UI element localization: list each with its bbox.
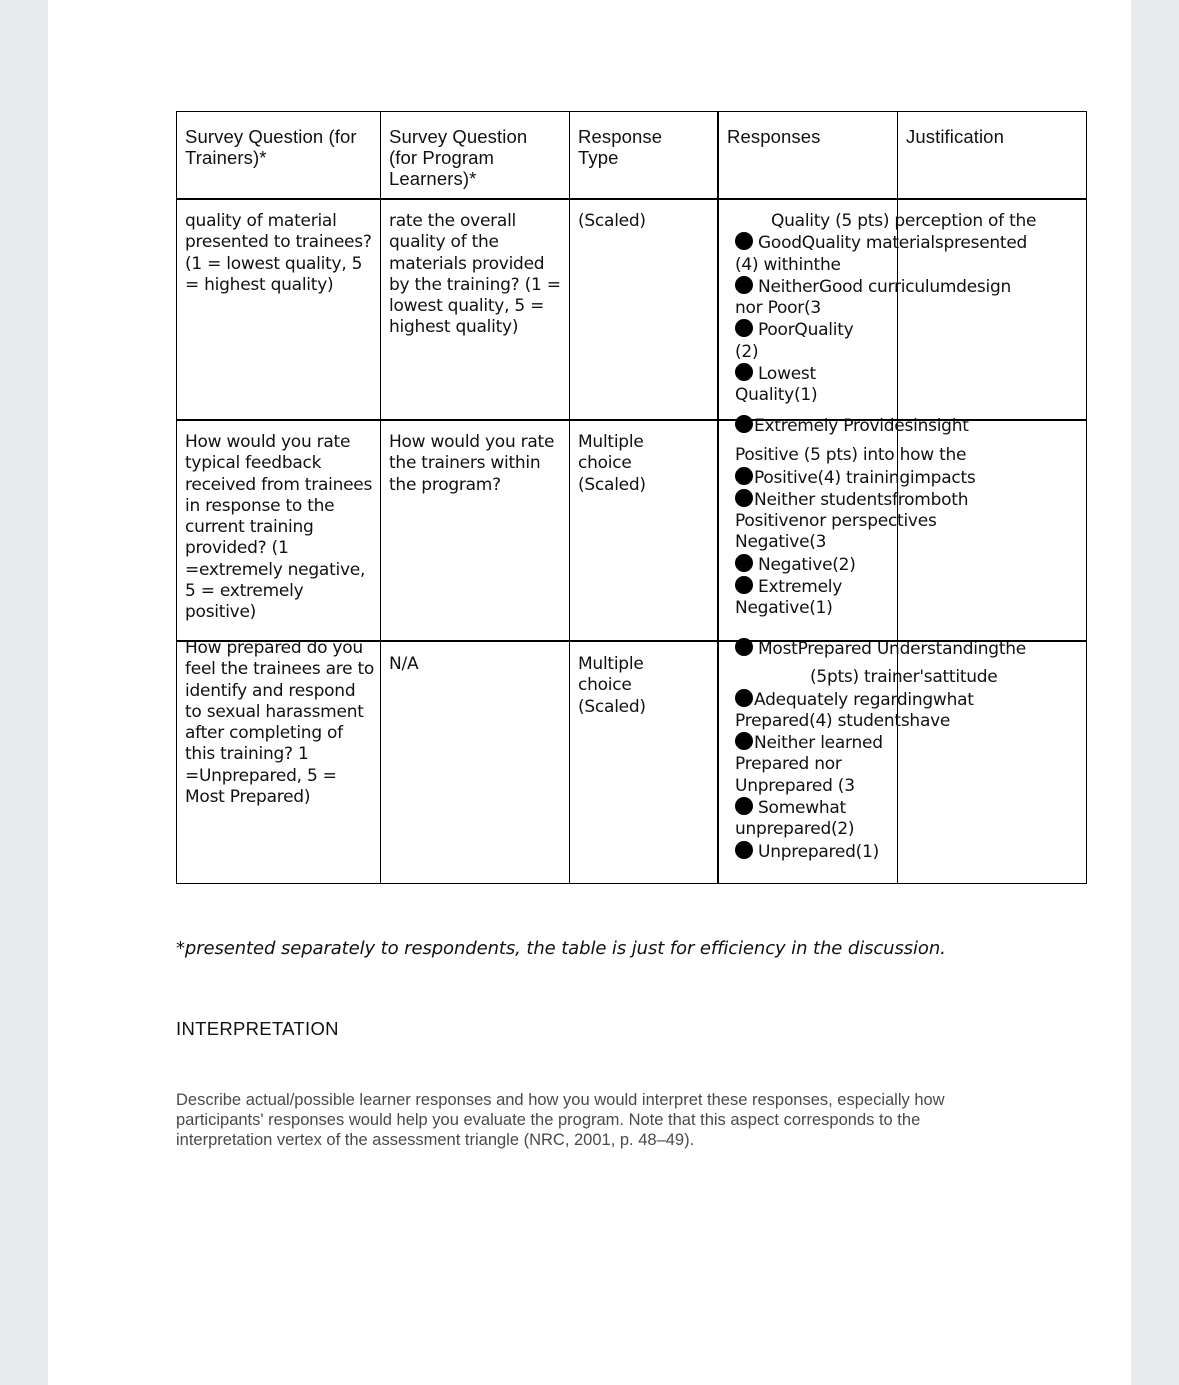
row2-learner-question: How would you rate the trainers within the program?: [389, 432, 555, 495]
row-divider: [176, 198, 1087, 200]
response-line: Negative(3: [735, 532, 827, 553]
response-line: Neither studentsfromboth: [735, 489, 976, 511]
response-line: Somewhat: [735, 797, 1026, 819]
header-responses: Responses: [727, 126, 821, 147]
response-line: Lowest: [735, 363, 1036, 385]
row1-learner-question: rate the overall quality of the materials provided by the training? (1 = lowest quality, 5 = highest quality): [389, 211, 561, 338]
column-divider: [380, 111, 381, 884]
row2-trainer-question: How would you rate typical feedback received from trainees in response to the current training provided? (1 =extremely negative, 5 = extremely positive): [185, 432, 373, 623]
row1-response-type: (Scaled): [578, 211, 646, 231]
response-line: Prepared nor: [735, 754, 842, 775]
header-justification: Justification: [906, 126, 1004, 147]
header-learner-question: Survey Question (for Program Learners)*: [389, 126, 528, 189]
section-description: Describe actual/possible learner responses and how you would interpret these responses, especially how participants' responses would help you evaluate the program. Note that this aspect corresponds to the interpretation vertex of the assessment triangle (NRC, 2001, p. 48–49).: [176, 1091, 945, 1149]
response-line: Negative(2): [735, 554, 976, 576]
header-response-type: Response Type: [578, 126, 663, 168]
response-line: Adequately regardingwhat: [735, 689, 1026, 711]
row3-response-type: Multiple choice (Scaled): [578, 654, 646, 717]
response-line: Unprepared (3: [735, 775, 855, 796]
section-heading: INTERPRETATION: [176, 1018, 339, 1039]
row3-responses: [735, 638, 1026, 863]
response-line: Positive(4) trainingimpacts: [735, 467, 976, 489]
table-footnote: *presented separately to respondents, the table is just for efficiency in the discussion.: [176, 938, 946, 959]
header-trainer-question: Survey Question (for Trainers)*: [185, 126, 357, 168]
row2-response-type: Multiple choice (Scaled): [578, 432, 646, 495]
response-line: Quality(1): [735, 385, 818, 406]
response-line: unprepared(2): [735, 819, 855, 840]
row2-responses: [735, 415, 976, 620]
response-line: Extremely Providesinsight: [735, 415, 976, 437]
column-divider: [569, 111, 570, 884]
column-divider: [717, 111, 719, 884]
response-line: GoodQuality materialspresented: [735, 232, 1036, 254]
response-line: MostPrepared Understandingthe: [735, 638, 1026, 660]
response-line: Positivenor perspectives: [735, 511, 937, 532]
response-line: Unprepared(1): [735, 841, 1026, 863]
response-line: (2): [735, 341, 759, 362]
response-line: nor Poor(3: [735, 298, 821, 319]
response-line: Extremely: [735, 576, 976, 598]
row3-trainer-question: How prepared do you feel the trainees are to identify and respond to sexual harassment after completing of this training? 1 =Unprepared, 5 = Most Prepared): [185, 638, 375, 808]
response-line: (4) withinthe: [735, 254, 841, 275]
response-line: PoorQuality: [735, 319, 1036, 341]
row3-learner-question: N/A: [389, 654, 419, 674]
response-line: Negative(1): [735, 598, 833, 619]
response-line: (5pts) trainer'sattitude: [810, 667, 998, 688]
response-line: Quality (5 pts) perception of the: [771, 211, 1037, 231]
response-line: Positive (5 pts) into how the: [735, 445, 967, 466]
response-line: Neither learned: [735, 732, 1026, 754]
row1-responses: [735, 211, 1036, 407]
response-line: Prepared(4) studentshave: [735, 710, 951, 731]
row1-trainer-question: quality of material presented to trainees? (1 = lowest quality, 5 = highest quality): [185, 211, 372, 295]
response-line: NeitherGood curriculumdesign: [735, 276, 1036, 298]
